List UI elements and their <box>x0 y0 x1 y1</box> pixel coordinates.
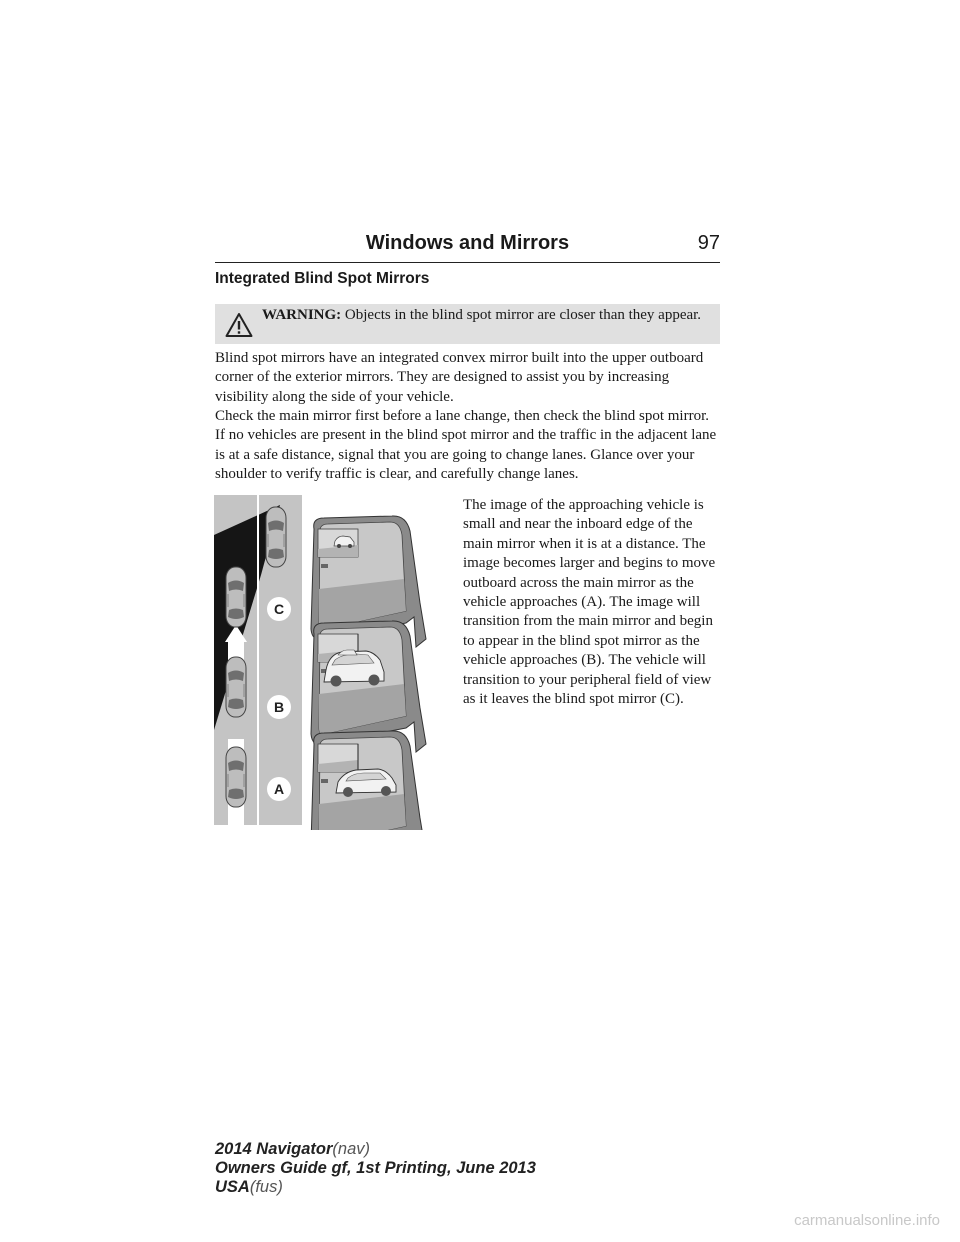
label-c: C <box>273 601 285 617</box>
footer-line-printing: Owners Guide gf, 1st Printing, June 2013 <box>215 1159 536 1177</box>
chapter-title: Windows and Mirrors <box>365 232 570 254</box>
figure-caption: The image of the approaching vehicle is small and near the inboard edge of the main mirror when it is at a distance. The image becomes larger and begins to move outboard across the main mirror as the vehicle approaches (A). The image will transition from the main mirror and begin to appear in the blind spot mirror as the vehicle approaches (B). The vehicle will transition to your peripheral field of view as it leaves the blind spot mirror (C). <box>463 497 716 708</box>
warning-text <box>262 305 714 325</box>
watermark: carmanualsonline.info <box>794 1212 940 1229</box>
warning-message: Objects in the blind spot mirror are closer than they appear. <box>344 307 702 323</box>
warning-triangle-icon <box>225 312 253 338</box>
page-footer <box>215 1140 536 1197</box>
blind-spot-illustration <box>214 495 452 830</box>
paragraph-blind-spot-description: Blind spot mirrors have an integrated convex mirror built into the upper outboard corner of the exterior mirrors. They are designed to assist you by increasing visibility along the side of your vehicle. <box>215 350 704 405</box>
page-header <box>215 228 720 263</box>
footer-market-name: USA <box>215 1178 250 1196</box>
footer-line-model <box>215 1140 536 1159</box>
label-b: B <box>273 699 285 715</box>
footer-model-name: 2014 Navigator <box>215 1140 333 1158</box>
footer-model-code: (nav) <box>332 1140 370 1158</box>
warning-label: WARNING: <box>262 307 342 323</box>
blind-spot-figure <box>214 495 452 830</box>
footer-line-market <box>215 1178 536 1197</box>
footer-market-code: (fus) <box>249 1178 283 1196</box>
paragraph-lane-change-procedure: Check the main mirror first before a lane change, then check the blind spot mirror. If no vehicles are present in the blind spot mirror and the traffic in the adjacent lane is at a safe distance, signal that you are going to change lanes. Glance over your shoulder to verify traffic is clear, and carefully change lanes. <box>215 408 717 483</box>
mirror-view-a <box>311 731 426 830</box>
page-number: 97 <box>697 232 720 254</box>
label-a: A <box>273 781 285 797</box>
section-title: Integrated Blind Spot Mirrors <box>215 270 430 287</box>
warning-box <box>215 304 720 344</box>
